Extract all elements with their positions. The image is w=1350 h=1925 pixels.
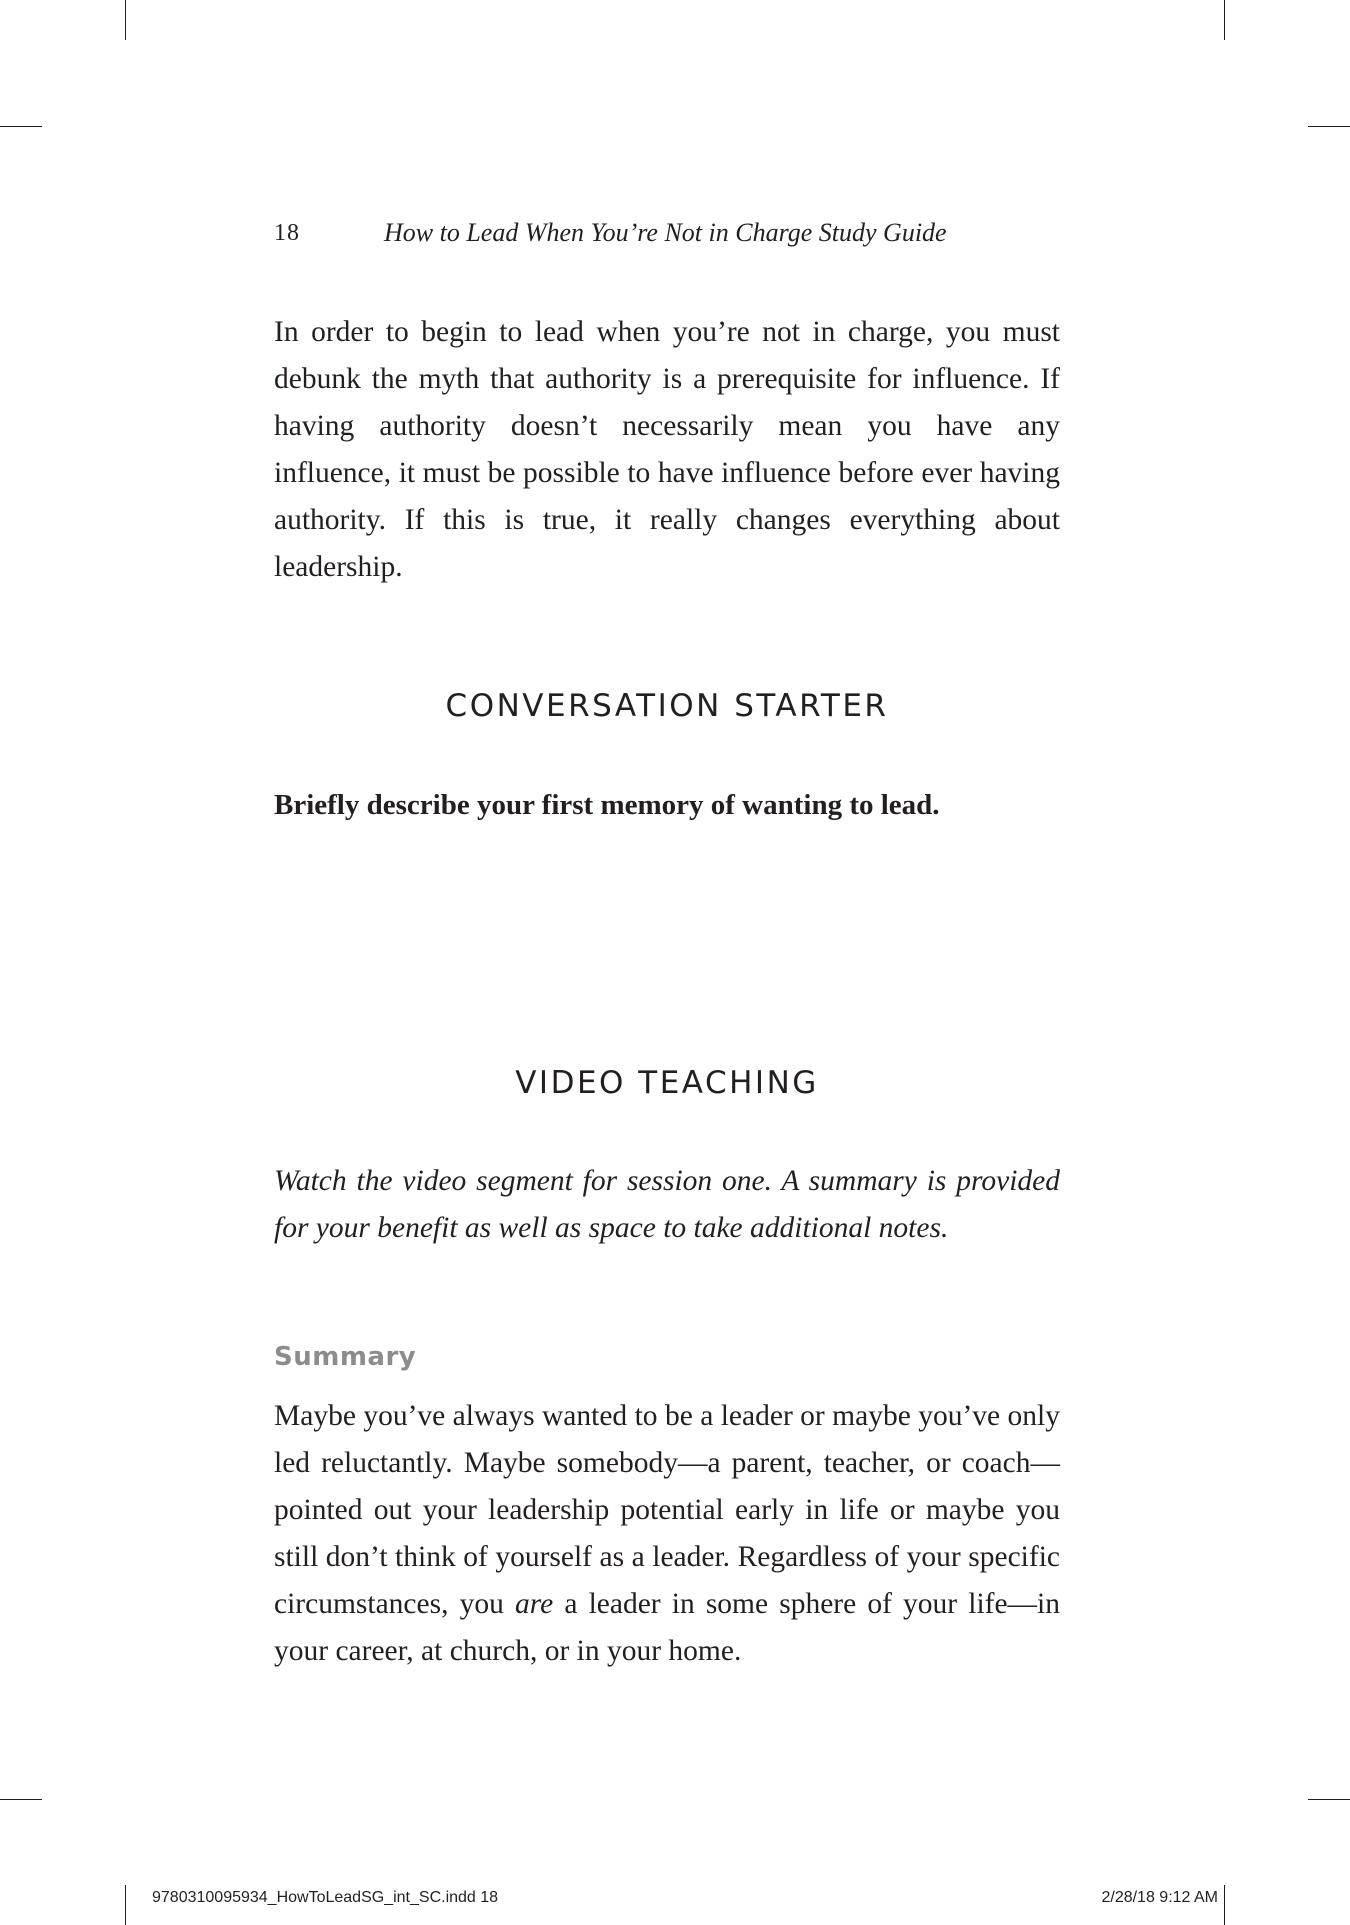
conversation-starter-heading: CONVERSATION STARTER — [445, 688, 889, 724]
crop-mark-bottom-left — [125, 1885, 126, 1925]
crop-mark-lower-left — [0, 1799, 42, 1800]
summary-text-part-1: Maybe you’ve always wanted to be a leader or maybe you’ve only led reluctantly. Maybe somebody—a parent, teacher, or coach—pointed out your leadership potential early in life or maybe you still don’t think of yourself as a leader. Regardless of your specific circumstances, you — [274, 1400, 1060, 1620]
slug-timestamp: 2/28/18 9:12 AM — [1101, 1889, 1218, 1906]
intro-paragraph: In order to begin to lead when you’re not in charge, you must debunk the myth that authority is a prerequisite for influence. If having authority doesn’t necessarily mean you have any influence, it must be possible to have influence before ever having authority. If this is true, it really changes everything about leadership. — [274, 316, 1060, 583]
summary-text-part-2: a leader in some sphere of your life—in your career, at church, or in your home. — [274, 1588, 1060, 1667]
crop-mark-upper-left — [0, 126, 42, 127]
conversation-prompt: Briefly describe your first memory of wanting to lead. — [274, 789, 940, 821]
crop-mark-top-right — [1224, 0, 1225, 40]
crop-mark-bottom-right — [1224, 1885, 1225, 1925]
slug-file-info: 9780310095934_HowToLeadSG_int_SC.indd 18 — [152, 1889, 499, 1906]
crop-mark-lower-right — [1308, 1799, 1350, 1800]
summary-paragraph — [274, 1393, 1060, 1675]
video-instructions: Watch the video segment for session one. A summary is provided for your benefit as well as space to take additional notes. — [274, 1165, 1060, 1244]
video-teaching-heading: VIDEO TEACHING — [515, 1065, 819, 1101]
running-title: How to Lead When You’re Not in Charge Study Guide — [384, 218, 947, 247]
crop-mark-top-left — [125, 0, 126, 40]
summary-label: Summary — [274, 1342, 417, 1372]
crop-mark-upper-right — [1308, 126, 1350, 127]
page-number: 18 — [274, 220, 300, 246]
summary-emphasis: are — [514, 1588, 554, 1620]
running-head — [274, 218, 1064, 254]
